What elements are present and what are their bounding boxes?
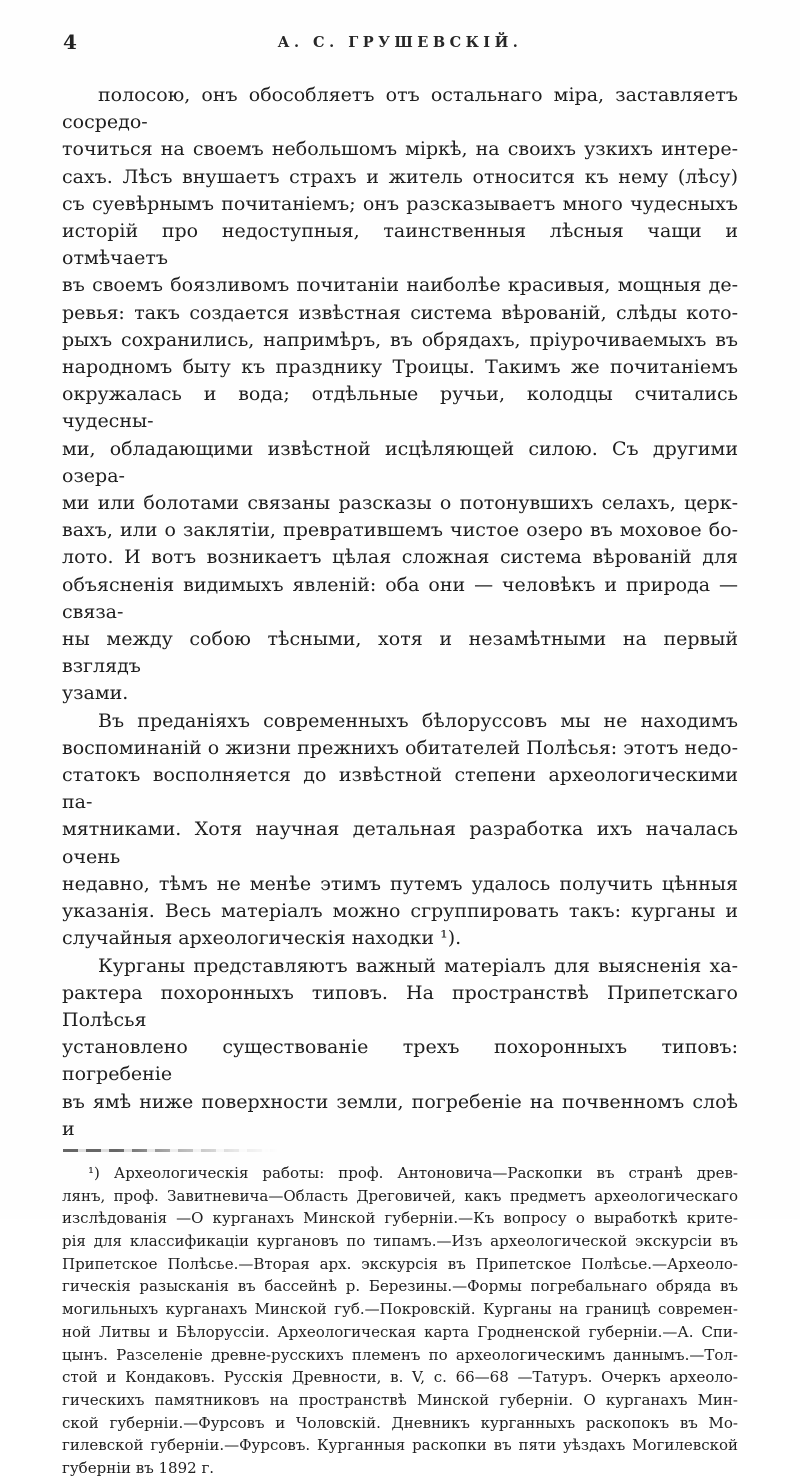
body-line: лото. И вотъ возникаетъ цѣлая сложная система вѣрованій для	[62, 546, 738, 569]
body-line: рыхъ сохранились, напримѣръ, въ обрядахъ, пріурочиваемыхъ въ	[62, 328, 738, 351]
paragraph-3	[62, 953, 738, 1143]
body-line: вахъ, или о заклятіи, превратившемъ чистое озеро въ моховое бо-	[62, 519, 738, 542]
body-line: народномъ быту къ празднику Троицы. Такимъ же почитаніемъ	[62, 356, 738, 379]
footnote-line: изслѣдованія —О курганахъ Минской губерніи.—Къ вопросу о выработкѣ крите-	[62, 1209, 738, 1228]
body-line: ны между собою тѣсными, хотя и незамѣтными на первый взглядъ	[62, 628, 738, 678]
body-line: объясненія видимыхъ явленій: оба они — человѣкъ и природа — связа-	[62, 573, 738, 623]
body-line: Курганы представляютъ важный матеріалъ для выясненія ха-	[98, 954, 738, 977]
footnote-separator	[63, 1149, 278, 1152]
body-line: окружалась и вода; отдѣльные ручьи, колодцы считались чудесны-	[62, 383, 738, 433]
footnote-line: гическія разысканія въ бассейнѣ р. Березины.—Формы погребальнаго обряда въ	[62, 1277, 738, 1296]
body-line: въ своемъ боязливомъ почитаніи наиболѣе красивыя, мощныя де-	[62, 274, 738, 297]
running-title: А. С. ГРУШЕВСКІЙ.	[277, 34, 523, 51]
footnote-line: стой и Кондаковъ. Русскія Древности, в. V, с. 66—68 —Татуръ. Очеркъ археоло-	[62, 1368, 738, 1387]
body-line: сахъ. Лѣсъ внушаетъ страхъ и житель относится къ нему (лѣсу)	[62, 165, 738, 188]
footnote-line: гилевской губерніи.—Фурсовъ. Курганныя раскопки въ пяти уѣздахъ Могилевской	[62, 1436, 738, 1455]
body-line: недавно, тѣмъ не менѣе этимъ путемъ удалось получить цѣнныя	[62, 872, 738, 895]
footnote-line: губерніи въ 1892 г.	[62, 1459, 215, 1478]
body-line: мятниками. Хотя научная детальная разработка ихъ началась очень	[62, 818, 738, 868]
body-line: въ ямѣ ниже поверхности земли, погребеніе на почвенномъ слоѣ и	[62, 1090, 738, 1140]
body-line: случайныя археологическія находки ¹).	[62, 927, 462, 950]
footnote-line: ской губерніи.—Фурсовъ и Чоловскій. Дневникъ курганныхъ раскопокъ въ Мо-	[62, 1413, 738, 1432]
body-line: статокъ восполняется до извѣстной степени археологическими па-	[62, 764, 738, 814]
footnote-line: ¹) Археологическія работы: проф. Антоновича—Раскопки въ странѣ древ-	[88, 1163, 738, 1182]
body-line: узами.	[62, 682, 129, 705]
footnote-line: лянъ, проф. Завитневича—Область Дреговичей, какъ предметъ археологическаго	[62, 1186, 738, 1205]
footnote-line: рія для классификаціи кургановъ по типамъ.—Изъ археологической экскурсіи въ	[62, 1232, 738, 1251]
paragraph-2	[62, 708, 738, 953]
body-line: точиться на своемъ небольшомъ міркѣ, на своихъ узкихъ интере-	[62, 138, 738, 161]
footnote-line: цынъ. Разселеніе древне-русскихъ племенъ по археологическимъ даннымъ.—Тол-	[62, 1345, 738, 1364]
body-line: ревья: такъ создается извѣстная система вѣрованій, слѣды кото-	[62, 301, 738, 324]
footnote-line: могильныхъ курганахъ Минской губ.—Покровскій. Курганы на границѣ современ-	[62, 1300, 738, 1319]
page-number: 4	[63, 30, 77, 54]
body-line: полосою, онъ обособляетъ отъ остальнаго міра, заставляетъ сосредо-	[62, 84, 738, 134]
page-header	[62, 30, 738, 54]
body-line: съ суевѣрнымъ почитаніемъ; онъ разсказываетъ много чудесныхъ	[62, 192, 738, 215]
body-line: установлено существованіе трехъ похоронныхъ типовъ: погребеніе	[62, 1036, 738, 1086]
body-line: исторій про недоступныя, таинственныя лѣсныя чащи и отмѣчаетъ	[62, 220, 738, 270]
body-line: указанія. Весь матеріалъ можно сгруппировать такъ: курганы и	[62, 900, 738, 923]
body-line: Въ преданіяхъ современныхъ бѣлоруссовъ мы не находимъ	[98, 709, 738, 732]
body-line: ми, обладающими извѣстной исцѣляющей силою. Съ другими озера-	[62, 437, 738, 487]
body-line: воспоминаній о жизни прежнихъ обитателей Полѣсья: этотъ недо-	[62, 736, 738, 759]
body-text	[62, 82, 738, 1143]
footnote	[62, 1162, 738, 1480]
paragraph-1	[62, 82, 738, 708]
footnote-line: ной Литвы и Бѣлоруссіи. Археологическая карта Гродненской губерніи.—А. Спи-	[62, 1322, 738, 1341]
body-line: ми или болотами связаны разсказы о потонувшихъ селахъ, церк-	[62, 492, 738, 515]
footnote-line: Припетское Полѣсье.—Вторая арх. экскурсія въ Припетское Полѣсье.—Археоло-	[62, 1254, 738, 1273]
body-line: рактера похоронныхъ типовъ. На пространствѣ Припетскаго Полѣсья	[62, 981, 738, 1031]
footnote-line: гическихъ памятниковъ на пространствѣ Минской губерніи. О курганахъ Мин-	[62, 1390, 738, 1409]
